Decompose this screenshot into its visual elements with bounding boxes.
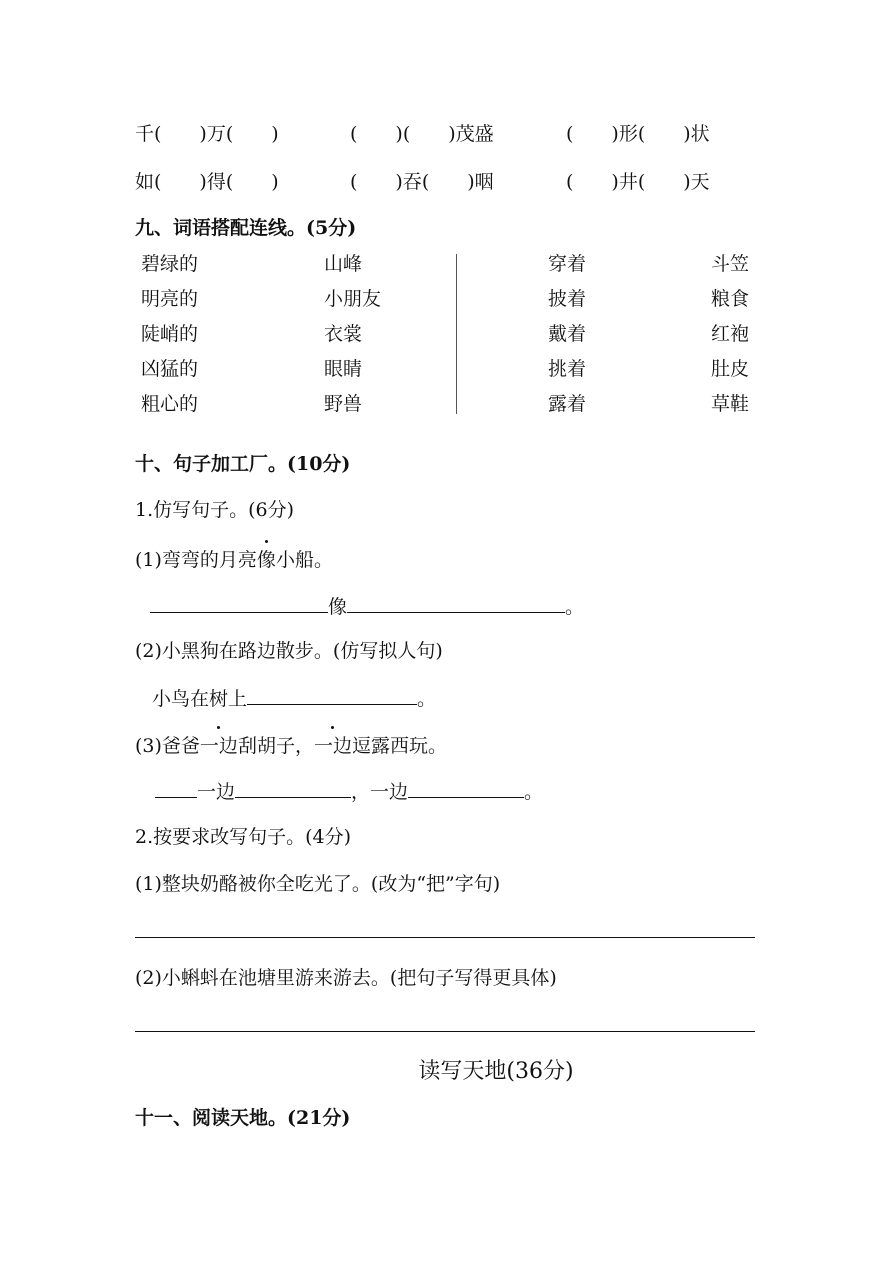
matching-table	[135, 250, 755, 420]
col3-word: 戴着	[548, 323, 587, 345]
emphasis-dot-word: 一边	[200, 732, 238, 760]
part-heading: 读写天地(36分)	[418, 1059, 574, 1084]
fill-a: 一边	[197, 781, 236, 803]
emphasis-dot-word: 像	[257, 546, 276, 574]
emphasis-dot-word: 一边	[314, 732, 352, 760]
col1-word: 粗心的	[141, 393, 199, 415]
col2-word: 衣裳	[324, 323, 363, 345]
s3-c: 刮胡子，	[237, 735, 314, 757]
col1-word: 碧绿的	[141, 253, 199, 275]
fill-end: 。	[565, 596, 585, 618]
col4-word: 草鞋	[711, 393, 750, 415]
col1-word: 凶猛的	[141, 358, 199, 380]
section-11-title: 十一、阅读天地。(21分)	[135, 1107, 351, 1129]
col2-word: 眼睛	[324, 358, 363, 380]
answer-blank[interactable]	[408, 777, 524, 798]
answer-blank[interactable]	[235, 777, 351, 798]
section-10-title: 十、句子加工厂。(10分)	[135, 453, 351, 475]
answer-line-2	[152, 684, 436, 713]
question-2-title: 2.按要求改写句子。(4分)	[135, 826, 352, 848]
idiom-5: ( )吞( )咽	[350, 171, 494, 193]
col1-word: 陡峭的	[141, 323, 199, 345]
answer-line-1	[150, 592, 584, 621]
fill-c: 。	[524, 781, 544, 803]
rewrite-2: (2)小蝌蚪在池塘里游来游去。(把句子写得更具体)	[135, 967, 557, 989]
answer-blank[interactable]	[247, 684, 417, 705]
idiom-4: 如( )得( )	[135, 171, 279, 193]
idiom-1: 千( )万( )	[135, 123, 279, 145]
fill-b: ，一边	[351, 781, 409, 803]
s3-e: 逗露西玩。	[351, 735, 447, 757]
fill-end: 。	[417, 688, 437, 710]
example-sentence-1	[135, 546, 333, 574]
col2-word: 小朋友	[324, 288, 382, 310]
col4-word: 肚皮	[711, 358, 750, 380]
question-1-title: 1.仿写句子。(6分)	[135, 499, 295, 521]
answer-blank[interactable]	[150, 592, 328, 613]
fill-mid: 像	[328, 596, 348, 618]
idiom-3: ( )形( )状	[566, 123, 710, 145]
col4-word: 粮食	[711, 288, 750, 310]
example-sentence-2: (2)小黑狗在路边散步。(仿写拟人句)	[135, 640, 443, 662]
idiom-2: ( )( )茂盛	[350, 123, 494, 145]
s1-post: 小船。	[275, 549, 333, 571]
col3-word: 穿着	[548, 253, 587, 275]
answer-blank[interactable]	[155, 777, 197, 798]
col2-word: 山峰	[324, 253, 363, 275]
answer-full-line[interactable]	[135, 937, 755, 938]
col4-word: 红袍	[711, 323, 750, 345]
s3-a: (3)爸爸	[135, 735, 200, 757]
example-sentence-3	[135, 732, 447, 760]
col3-word: 挑着	[548, 358, 587, 380]
idiom-6: ( )井( )天	[566, 171, 710, 193]
rewrite-1: (1)整块奶酪被你全吃光了。(改为“把”字句)	[135, 873, 501, 895]
fill-pre: 小鸟在树上	[152, 688, 248, 710]
col3-word: 露着	[548, 393, 587, 415]
answer-blank[interactable]	[347, 592, 565, 613]
answer-line-3	[155, 777, 543, 806]
answer-full-line[interactable]	[135, 1031, 755, 1032]
col2-word: 野兽	[324, 393, 363, 415]
col3-word: 披着	[548, 288, 587, 310]
section-9-title: 九、词语搭配连线。(5分)	[135, 217, 357, 239]
divider-line	[456, 254, 457, 414]
col1-word: 明亮的	[141, 288, 199, 310]
col4-word: 斗笠	[711, 253, 750, 275]
s1-pre: (1)弯弯的月亮	[135, 549, 257, 571]
